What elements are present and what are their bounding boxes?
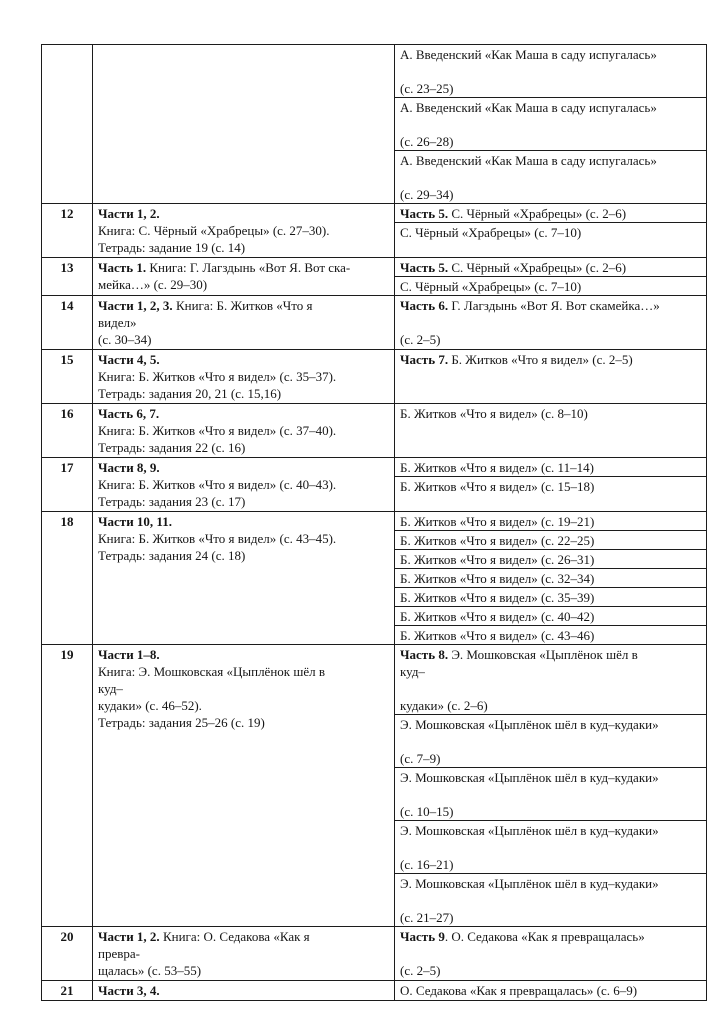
reading-line — [400, 680, 701, 697]
bold-text: Часть 6. — [400, 298, 449, 313]
lesson-number-cell — [42, 404, 93, 457]
reading-cell — [395, 258, 706, 295]
table-row — [42, 257, 706, 295]
regular-text: Б. Житков «Что я видел» (с. 15–18) — [400, 479, 595, 494]
reading-line — [400, 551, 701, 568]
regular-text: Б. Житков «Что я видел» (с. 19–21) — [400, 514, 595, 529]
regular-text: Тетрадь: задания 20, 21 (с. 15,16) — [98, 386, 282, 401]
reading-line — [400, 608, 701, 625]
bold-text: Часть 7. — [400, 352, 449, 367]
regular-text: С. Чёрный «Храбрецы» (с. 2–6) — [448, 206, 627, 221]
assignment-line — [98, 680, 388, 697]
regular-text: (с. 16–21) — [400, 857, 454, 872]
reading-cell — [395, 45, 706, 203]
lesson-number-cell — [42, 296, 93, 349]
reading-line — [400, 928, 701, 945]
assignment-line — [98, 297, 388, 314]
regular-text: Э. Мошковская «Цыплёнок шёл в куд–кудаки» — [400, 770, 659, 785]
regular-text: Книга: Э. Мошковская «Цыплёнок шёл в — [98, 664, 325, 679]
reading-subrow — [395, 97, 706, 150]
lesson-number-cell — [42, 927, 93, 980]
assignment-line — [98, 714, 388, 731]
bold-text: Часть 5. — [400, 206, 449, 221]
reading-line — [400, 297, 701, 314]
regular-text: (с. 26–28) — [400, 134, 454, 149]
reading-subrow — [395, 512, 706, 530]
reading-subrow — [395, 276, 706, 295]
assignment-line — [98, 368, 388, 385]
regular-text: Тетрадь: задания 22 (с. 16) — [98, 440, 246, 455]
regular-text: Б. Житков «Что я видел» (с. 26–31) — [400, 552, 595, 567]
regular-text: Тетрадь: задания 25–26 (с. 19) — [98, 715, 265, 730]
assignment-cell — [93, 458, 395, 511]
reading-subrow — [395, 927, 706, 980]
reading-subrow — [395, 714, 706, 767]
assignment-line — [98, 239, 388, 256]
bold-text: Части 10, 11. — [98, 514, 172, 529]
reading-line — [400, 570, 701, 587]
assignment-cell — [93, 204, 395, 257]
regular-text: Книга: С. Чёрный «Храбрецы» (с. 27–30). — [98, 223, 330, 238]
assignment-line — [98, 663, 388, 680]
regular-text: мейка…» (с. 29–30) — [98, 277, 208, 292]
assignment-cell — [93, 981, 395, 1000]
reading-line — [400, 133, 701, 150]
lesson-number-cell — [42, 981, 93, 1000]
assignment-line — [98, 513, 388, 530]
assignment-line — [98, 314, 388, 331]
reading-cell — [395, 512, 706, 644]
lesson-number: 19 — [60, 647, 74, 662]
reading-subrow — [395, 458, 706, 476]
regular-text: Э. Мошковская «Цыплёнок шёл в — [448, 647, 638, 662]
assignment-line — [98, 928, 388, 945]
regular-text: Б. Житков «Что я видел» (с. 22–25) — [400, 533, 595, 548]
lesson-number: 21 — [60, 983, 74, 998]
regular-text: А. Введенский «Как Маша в саду испугалась» — [400, 153, 657, 168]
lesson-number: 12 — [60, 206, 74, 221]
reading-line — [400, 169, 701, 186]
regular-text: Тетрадь: задание 19 (с. 14) — [98, 240, 246, 255]
assignment-cell — [93, 296, 395, 349]
reading-line — [400, 892, 701, 909]
reading-line — [400, 769, 701, 786]
assignment-cell — [93, 927, 395, 980]
regular-text: Э. Мошковская «Цыплёнок шёл в куд–кудаки» — [400, 876, 659, 891]
reading-subrow — [395, 350, 706, 403]
reading-subrow — [395, 45, 706, 97]
regular-text: Э. Мошковская «Цыплёнок шёл в куд–кудаки» — [400, 823, 659, 838]
reading-line — [400, 856, 701, 873]
regular-text: Книга: Б. Житков «Что я видел» (с. 40–43). — [98, 477, 337, 492]
lesson-number-cell — [42, 350, 93, 403]
reading-line — [400, 99, 701, 116]
reading-cell — [395, 645, 706, 926]
regular-text: куд– — [400, 664, 425, 679]
assignment-line — [98, 982, 388, 999]
regular-text: Тетрадь: задания 23 (с. 17) — [98, 494, 246, 509]
table-row — [42, 203, 706, 257]
assignment-line — [98, 405, 388, 422]
reading-line — [400, 152, 701, 169]
reading-line — [400, 697, 701, 714]
regular-text: (с. 10–15) — [400, 804, 454, 819]
regular-text: А. Введенский «Как Маша в саду испугалась» — [400, 47, 657, 62]
table-row — [42, 457, 706, 511]
reading-line — [400, 116, 701, 133]
assignment-line — [98, 385, 388, 402]
reading-line — [400, 627, 701, 644]
table-row — [42, 926, 706, 980]
reading-subrow — [395, 204, 706, 222]
lesson-number-cell — [42, 204, 93, 257]
reading-line — [400, 278, 701, 295]
lesson-number: 14 — [60, 298, 74, 313]
lesson-number-cell — [42, 45, 93, 203]
reading-line — [400, 314, 701, 331]
bold-text: Части 8, 9. — [98, 460, 160, 475]
reading-line — [400, 405, 701, 422]
assignment-line — [98, 351, 388, 368]
reading-line — [400, 945, 701, 962]
assignment-cell — [93, 645, 395, 926]
regular-text: Б. Житков «Что я видел» (с. 32–34) — [400, 571, 595, 586]
bold-text: Части 1, 2. — [98, 206, 160, 221]
reading-subrow — [395, 530, 706, 549]
table-row — [42, 295, 706, 349]
assignment-line — [98, 222, 388, 239]
reading-line — [400, 513, 701, 530]
reading-cell — [395, 296, 706, 349]
reading-line — [400, 259, 701, 276]
reading-line — [400, 803, 701, 820]
assignment-line — [98, 945, 388, 962]
lesson-number: 13 — [60, 260, 74, 275]
reading-line — [400, 962, 701, 979]
regular-text: Книга: Б. Житков «Что я — [172, 298, 313, 313]
reading-subrow — [395, 568, 706, 587]
bold-text: Часть 1. — [98, 260, 147, 275]
regular-text: О. Седакова «Как я превращалась» (с. 6–9) — [400, 983, 638, 998]
regular-text: Б. Житков «Что я видел» (с. 11–14) — [400, 460, 594, 475]
reading-subrow — [395, 820, 706, 873]
lesson-number-cell — [42, 458, 93, 511]
table-row — [42, 349, 706, 403]
assignment-line — [98, 547, 388, 564]
regular-text: С. Чёрный «Храбрецы» (с. 7–10) — [400, 225, 582, 240]
regular-text: превра- — [98, 946, 140, 961]
bold-text: Часть 9 — [400, 929, 445, 944]
bold-text: Часть 8. — [400, 647, 449, 662]
reading-line — [400, 63, 701, 80]
lesson-number: 17 — [60, 460, 74, 475]
lesson-number: 16 — [60, 406, 74, 421]
lesson-number — [42, 46, 92, 63]
regular-text: (с. 7–9) — [400, 751, 441, 766]
reading-subrow — [395, 549, 706, 568]
assignment-line — [98, 259, 388, 276]
regular-text: Б. Житков «Что я видел» (с. 35–39) — [400, 590, 595, 605]
reading-cell — [395, 404, 706, 457]
reading-line — [400, 205, 701, 222]
reading-line — [400, 663, 701, 680]
regular-text: (с. 2–5) — [400, 963, 441, 978]
bold-text: Части 1, 2, 3. — [98, 298, 173, 313]
reading-subrow — [395, 587, 706, 606]
reading-line — [400, 646, 701, 663]
assignment-line — [98, 205, 388, 222]
assignment-line — [98, 459, 388, 476]
reading-line — [400, 331, 701, 348]
reading-line — [400, 786, 701, 803]
reading-line — [400, 186, 701, 203]
regular-text: щалась» (с. 53–55) — [98, 963, 202, 978]
lesson-number-cell — [42, 645, 93, 926]
reading-line — [400, 822, 701, 839]
schedule-table — [41, 44, 707, 1001]
regular-text: Тетрадь: задания 24 (с. 18) — [98, 548, 246, 563]
assignment-cell — [93, 45, 395, 203]
regular-text: (с. 30–34) — [98, 332, 152, 347]
regular-text: Книга: Б. Житков «Что я видел» (с. 37–40). — [98, 423, 337, 438]
assignment-line — [98, 697, 388, 714]
regular-text: (с. 23–25) — [400, 81, 454, 96]
reading-cell — [395, 350, 706, 403]
assignment-line — [98, 646, 388, 663]
reading-subrow — [395, 645, 706, 714]
regular-text: видел» — [98, 315, 137, 330]
assignment-cell — [93, 404, 395, 457]
bold-text: Части 3, 4. — [98, 983, 160, 998]
regular-text: С. Чёрный «Храбрецы» (с. 2–6) — [448, 260, 627, 275]
reading-subrow — [395, 222, 706, 257]
assignment-line — [98, 331, 388, 348]
regular-text: (с. 2–5) — [400, 332, 441, 347]
regular-text: кудаки» (с. 46–52). — [98, 698, 202, 713]
lesson-number-cell — [42, 258, 93, 295]
reading-subrow — [395, 258, 706, 276]
regular-text: Б. Житков «Что я видел» (с. 43–46) — [400, 628, 595, 643]
lesson-number: 20 — [60, 929, 74, 944]
regular-text: Э. Мошковская «Цыплёнок шёл в куд–кудаки» — [400, 717, 659, 732]
reading-line — [400, 733, 701, 750]
lesson-number: 15 — [60, 352, 74, 367]
regular-text: кудаки» (с. 2–6) — [400, 698, 488, 713]
regular-text: Книга: О. Седакова «Как я — [159, 929, 310, 944]
assignment-line — [98, 530, 388, 547]
reading-line — [400, 982, 701, 999]
regular-text: (с. 29–34) — [400, 187, 454, 202]
reading-line — [400, 532, 701, 549]
reading-line — [400, 459, 701, 476]
table-row — [42, 980, 706, 1000]
reading-line — [400, 46, 701, 63]
reading-subrow — [395, 625, 706, 644]
regular-text: куд– — [98, 681, 123, 696]
reading-line — [400, 909, 701, 926]
reading-subrow — [395, 404, 706, 457]
assignment-line — [98, 493, 388, 510]
reading-subrow — [395, 873, 706, 926]
regular-text: Книга: Б. Житков «Что я видел» (с. 43–45). — [98, 531, 337, 546]
table-row — [42, 45, 706, 203]
reading-line — [400, 80, 701, 97]
table-row — [42, 511, 706, 644]
reading-subrow — [395, 981, 706, 1000]
reading-subrow — [395, 767, 706, 820]
reading-subrow — [395, 150, 706, 203]
table-row — [42, 644, 706, 926]
lesson-number: 18 — [60, 514, 74, 529]
regular-text: Книга: Б. Житков «Что я видел» (с. 35–37). — [98, 369, 337, 384]
bold-text: Части 1–8. — [98, 647, 160, 662]
assignment-line — [98, 476, 388, 493]
regular-text: Б. Житков «Что я видел» (с. 8–10) — [400, 406, 588, 421]
reading-line — [400, 478, 701, 495]
assignment-cell — [93, 258, 395, 295]
bold-text: Части 1, 2. — [98, 929, 160, 944]
reading-line — [400, 224, 701, 241]
reading-cell — [395, 927, 706, 980]
assignment-line — [98, 439, 388, 456]
reading-line — [400, 589, 701, 606]
regular-text: Книга: Г. Лагздынь «Вот Я. Вот ска- — [146, 260, 351, 275]
reading-subrow — [395, 296, 706, 349]
regular-text: Б. Житков «Что я видел» (с. 2–5) — [448, 352, 633, 367]
bold-text: Части 4, 5. — [98, 352, 160, 367]
bold-text: Часть 6, 7. — [98, 406, 160, 421]
assignment-line — [98, 276, 388, 293]
assignment-cell — [93, 350, 395, 403]
reading-cell — [395, 458, 706, 511]
reading-cell — [395, 981, 706, 1000]
regular-text: Г. Лагздынь «Вот Я. Вот скамейка…» — [448, 298, 660, 313]
reading-line — [400, 716, 701, 733]
reading-line — [400, 839, 701, 856]
reading-subrow — [395, 606, 706, 625]
regular-text: Б. Житков «Что я видел» (с. 40–42) — [400, 609, 595, 624]
regular-text: (с. 21–27) — [400, 910, 454, 925]
reading-line — [400, 750, 701, 767]
lesson-number-cell — [42, 512, 93, 644]
reading-subrow — [395, 476, 706, 511]
assignment-cell — [93, 512, 395, 644]
reading-cell — [395, 204, 706, 257]
assignment-line — [98, 962, 388, 979]
regular-text: . О. Седакова «Как я превращалась» — [444, 929, 645, 944]
table-row — [42, 403, 706, 457]
regular-text: С. Чёрный «Храбрецы» (с. 7–10) — [400, 279, 582, 294]
reading-line — [400, 351, 701, 368]
bold-text: Часть 5. — [400, 260, 449, 275]
assignment-line — [98, 422, 388, 439]
reading-line — [400, 875, 701, 892]
regular-text: А. Введенский «Как Маша в саду испугалась» — [400, 100, 657, 115]
